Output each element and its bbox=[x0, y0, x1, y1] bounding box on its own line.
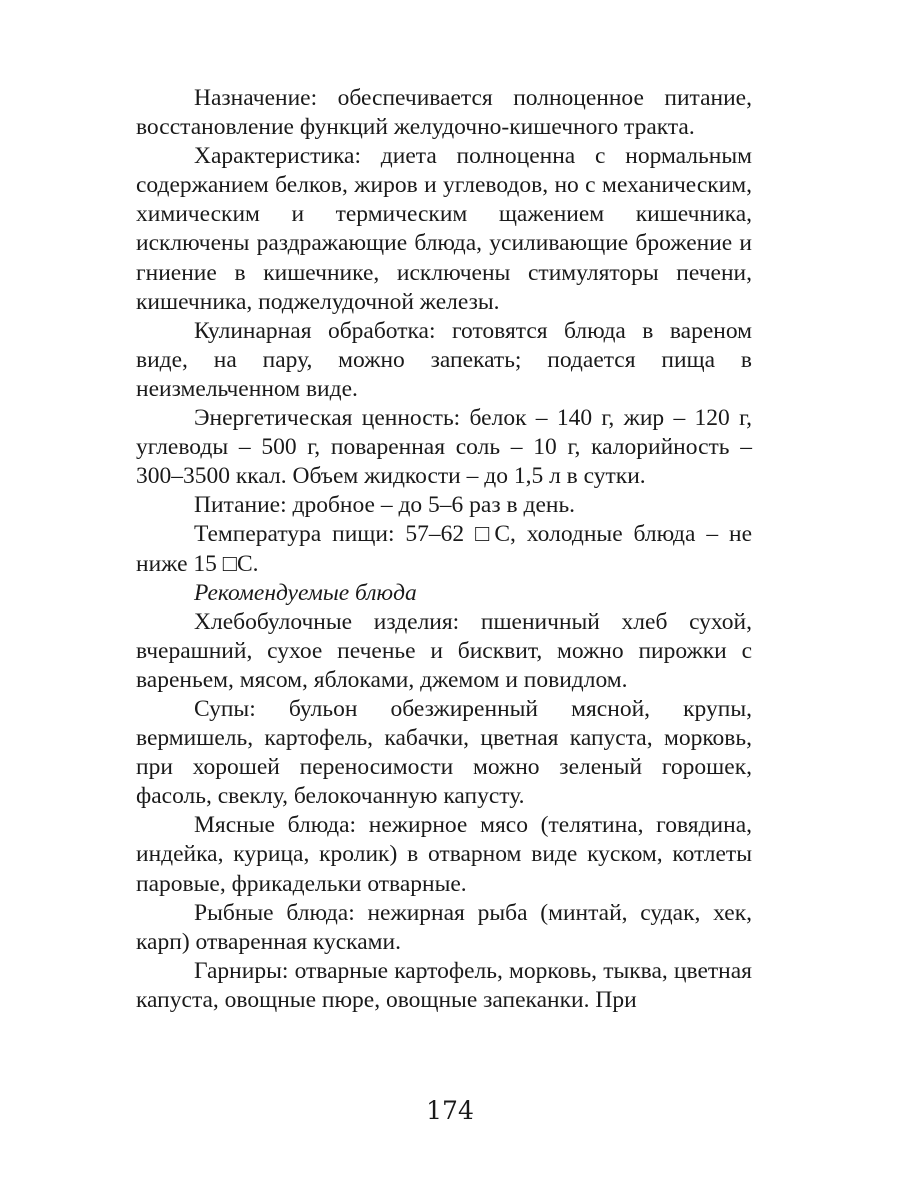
paragraph-characteristic: Характеристика: диета полноценна с нормальным содержанием белков, жиров и углеводов, но с механическим, химическим и термическим щажением кишечника, исключены раздражающие блюда, усиливающие брожение и гниение в кишечнике, исключены стимуляторы печени, кишечника, поджелудочной железы. bbox=[136, 143, 752, 315]
paragraph-soups: Супы: бульон обезжиренный мясной, крупы, вермишель, картофель, кабачки, цветная капуста, морковь, при хорошей переносимости можно зеленый горошек, фасоль, свеклу, белокочанную капусту. bbox=[136, 695, 752, 810]
subheading-recommended-dishes: Рекомендуемые блюда bbox=[194, 579, 417, 606]
paragraph-fish-dishes: Рыбные блюда: нежирная рыба (минтай, судак, хек, карп) отваренная кусками. bbox=[136, 899, 752, 955]
paragraph-meat-dishes: Мясные блюда: нежирное мясо (телятина, говядина, индейка, курица, кролик) в отварном виде куском, котлеты паровые, фрикадельки отварные. bbox=[136, 812, 752, 897]
paragraph-cooking: Кулинарная обработка: готовятся блюда в вареном виде, на пару, можно запекать; подается пища в неизмельченном виде. bbox=[136, 317, 752, 402]
paragraph-bakery: Хлебобулочные изделия: пшеничный хлеб сухой, вчерашний, сухое печенье и бисквит, можно пирожки с вареньем, мясом, яблоками, джемом и повидлом. bbox=[136, 608, 752, 693]
paragraph-energy-value: Энергетическая ценность: белок – 140 г, жир – 120 г, углеводы – 500 г, поваренная соль – 10 г, калорийность – 300–3500 ккал. Объем жидкости – до 1,5 л в сутки. bbox=[136, 405, 752, 490]
page-text bbox=[136, 84, 752, 1015]
paragraph-nutrition: Питание: дробное – до 5–6 раз в день. bbox=[194, 492, 576, 519]
paragraph-garnishes: Гарниры: отварные картофель, морковь, тыква, цветная капуста, овощные пюре, овощные запеканки. При bbox=[136, 957, 752, 1013]
page-number: 174 bbox=[426, 1096, 474, 1125]
paragraph-food-temperature: Температура пищи: 57–62 □С, холодные блюда – не ниже 15 □С. bbox=[136, 521, 752, 577]
paragraph-purpose: Назначение: обеспечивается полноценное питание, восстановление функций желудочно-кишечного тракта. bbox=[136, 85, 752, 141]
